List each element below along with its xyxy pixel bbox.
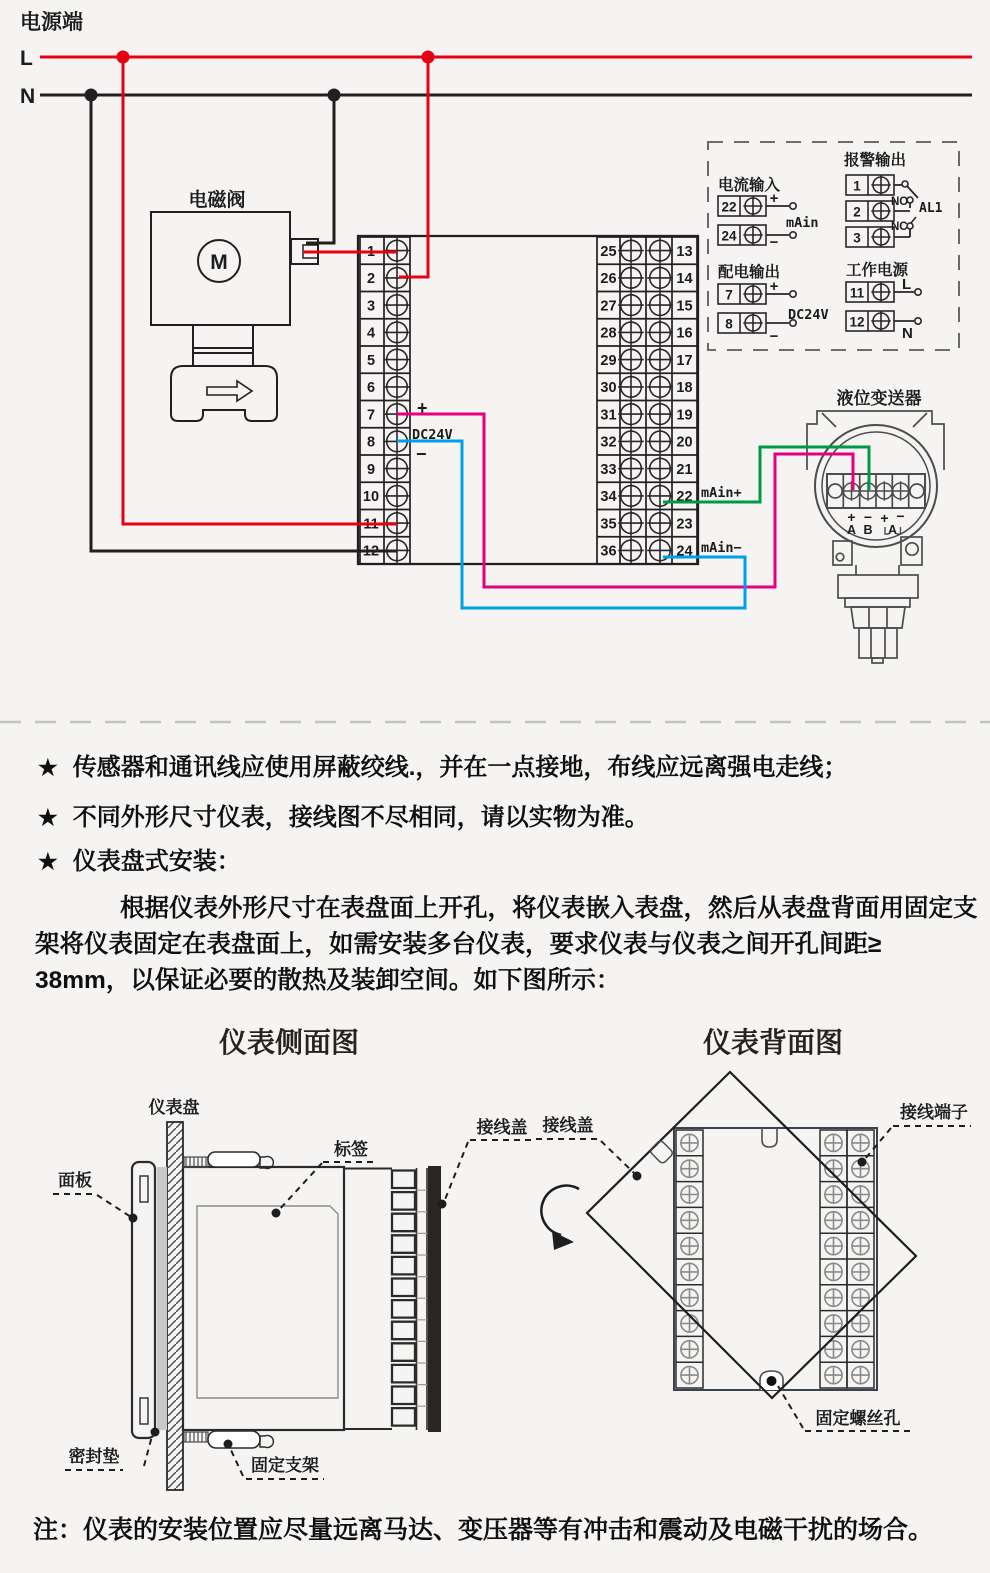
- svg-text:10: 10: [362, 489, 380, 505]
- svg-text:31: 31: [600, 407, 617, 424]
- svg-text:A: A: [887, 523, 898, 537]
- star-icon: ★: [38, 849, 58, 874]
- terminals-label: 接线端子: [900, 1103, 968, 1122]
- section-title: 工作电源: [846, 262, 909, 279]
- svg-text:15: 15: [676, 298, 693, 315]
- note-text: 仪表盘式安装：: [72, 848, 241, 875]
- n-label: N: [902, 325, 913, 342]
- terminal-number: 3: [853, 230, 861, 246]
- terminal-number: 2: [853, 204, 861, 220]
- power-title: 电源端: [20, 11, 83, 34]
- cover-clip: [649, 1140, 674, 1165]
- valve-neck: [193, 326, 253, 366]
- switch-arm: [907, 186, 918, 198]
- dc24v-signal-label: DC24V: [788, 307, 829, 323]
- dc-plus-label: +: [417, 398, 428, 418]
- terminal-number: 7: [725, 287, 733, 303]
- svg-text:3: 3: [366, 298, 376, 315]
- svg-text:21: 21: [676, 462, 693, 478]
- section-title: 配电输出: [718, 264, 781, 281]
- note-bullet-1: [38, 753, 847, 783]
- power-output-section: [718, 262, 829, 345]
- svg-text:36: 36: [600, 543, 617, 560]
- back-terminal-grid: [676, 1130, 874, 1388]
- main-plus-label: mAin+: [701, 485, 742, 501]
- svg-text:6: 6: [366, 380, 376, 396]
- svg-text:9: 9: [366, 462, 376, 478]
- cover-label-side: 接线盖: [476, 1118, 528, 1137]
- back-view-title: 仪表背面图: [702, 1028, 844, 1059]
- note-text: 传感器和通讯线应使用屏蔽绞线.，并在一点接地，布线应远离强电走线；: [72, 754, 848, 781]
- line-l-label: L: [20, 47, 33, 70]
- svg-text:18: 18: [676, 380, 693, 396]
- terminal-number: 24: [721, 228, 737, 244]
- svg-text:−: −: [896, 508, 905, 524]
- star-icon: ★: [38, 755, 58, 780]
- wire-dc24v-minus-to-main-minus: [397, 441, 745, 608]
- tag-label: 标签: [334, 1140, 368, 1159]
- terminal-number: 11: [849, 285, 865, 301]
- svg-text:12: 12: [362, 543, 380, 560]
- svg-text:30: 30: [600, 380, 617, 396]
- solenoid-valve-label: 电磁阀: [188, 190, 246, 211]
- l-label: L: [902, 276, 912, 293]
- rotate-arrowhead-icon: [552, 1231, 574, 1250]
- motor-label: M: [210, 251, 228, 274]
- housing-clip-top: [762, 1128, 777, 1147]
- alarm-output-section: [844, 150, 943, 247]
- rear-terminals: [344, 1166, 441, 1432]
- wire-l-to-terminal11: [123, 57, 397, 524]
- svg-text:17: 17: [676, 353, 693, 369]
- svg-text:26: 26: [600, 271, 617, 287]
- bottom-note: 注：仪表的安装位置应尽量远离马达、变压器等有冲击和震动及电磁干扰的场合。: [33, 1516, 934, 1544]
- transmitter-title: 液位变送器: [836, 389, 922, 408]
- work-power-section: [846, 260, 921, 342]
- svg-text:B: B: [863, 523, 873, 537]
- current-input-section: [718, 175, 819, 251]
- minus-label: −: [769, 328, 779, 345]
- gasket-label: 密封垫: [68, 1447, 120, 1466]
- seal-gasket: [157, 1167, 167, 1430]
- level-transmitter: [807, 388, 944, 663]
- svg-text:A: A: [846, 523, 857, 537]
- svg-text:27: 27: [600, 298, 617, 315]
- wiring-diagram: [0, 0, 990, 730]
- svg-text:8: 8: [366, 434, 376, 451]
- flow-arrow-icon: [207, 381, 252, 401]
- instrument-side-view: [53, 1027, 534, 1490]
- wire-n-to-valve: [306, 95, 334, 243]
- note-bullet-3: [38, 847, 241, 877]
- main-minus-label: mAin−: [701, 540, 742, 556]
- mounting-panel: [167, 1122, 183, 1490]
- svg-text:13: 13: [676, 244, 693, 260]
- svg-text:19: 19: [676, 407, 693, 424]
- panel-label: 仪表盘: [148, 1098, 200, 1117]
- valve-body: [171, 366, 277, 421]
- svg-text:25: 25: [600, 244, 617, 260]
- wire-n-to-terminal12: [91, 95, 397, 551]
- power-rails: [20, 10, 972, 108]
- svg-text:20: 20: [676, 434, 693, 451]
- section-title: 报警输出: [844, 152, 907, 169]
- svg-text:11: 11: [363, 516, 379, 533]
- cover-label-back: 接线盖: [542, 1116, 594, 1135]
- solenoid-valve: [151, 188, 318, 421]
- main-terminal-block: [358, 236, 742, 564]
- install-paragraph-line1: 根据仪表外形尺寸在表盘面上开孔，将仪表嵌入表盘，然后从表盘背面用固定支: [120, 895, 978, 922]
- svg-text:28: 28: [600, 325, 617, 342]
- instrument-back-view: [536, 1027, 971, 1431]
- svg-text:+: +: [847, 509, 856, 525]
- io-breakout-box: [708, 142, 959, 350]
- bracket-label: 固定支架: [251, 1456, 319, 1475]
- note-bullet-2: [38, 803, 649, 833]
- bracket-screw-top: [184, 1152, 273, 1169]
- minus-label: −: [769, 234, 779, 251]
- svg-text:5: 5: [366, 353, 376, 369]
- terminal-number: 22: [721, 199, 737, 215]
- svg-text:22: 22: [676, 489, 693, 505]
- terminal-number: 8: [725, 316, 733, 332]
- svg-text:−: −: [863, 509, 873, 525]
- nc-label: NC: [891, 221, 908, 233]
- svg-text:29: 29: [600, 353, 617, 369]
- dc-minus-label: −: [416, 444, 427, 464]
- svg-text:33: 33: [600, 462, 617, 478]
- dc24v-label: DC24V: [412, 427, 453, 443]
- svg-text:23: 23: [676, 516, 693, 533]
- back-view-leaders: [536, 1126, 971, 1431]
- svg-text:1: 1: [366, 244, 376, 260]
- installation-diagrams: [0, 1000, 990, 1500]
- wire-l-to-terminal2: [399, 57, 428, 277]
- svg-text:24: 24: [676, 543, 693, 560]
- plus-label: +: [769, 278, 779, 295]
- svg-text:34: 34: [600, 489, 617, 505]
- terminal-number: 12: [849, 314, 865, 330]
- svg-text:14: 14: [676, 271, 693, 287]
- line-n-label: N: [20, 85, 36, 108]
- front-panel-label: 面板: [58, 1171, 92, 1190]
- screw-hole-label: 固定螺丝孔: [815, 1409, 901, 1428]
- plus-label: +: [769, 190, 779, 207]
- section-title: 电流输入: [718, 177, 781, 194]
- side-view-title: 仪表侧面图: [218, 1028, 360, 1059]
- terminal-number: 1: [853, 178, 861, 194]
- alarm-name-label: AL1: [919, 201, 943, 216]
- screw-hole-dot: [767, 1376, 777, 1386]
- main-signal-label: mAin: [786, 215, 819, 231]
- svg-text:4: 4: [366, 325, 376, 342]
- rotate-arrow-icon: [541, 1186, 579, 1235]
- install-paragraph-line3: 38mm，以保证必要的散热及装卸空间。如下图所示：: [35, 967, 621, 994]
- front-bezel: [132, 1162, 155, 1438]
- note-text: 不同外形尺寸仪表，接线图不尽相同，请以实物为准。: [72, 804, 649, 831]
- svg-text:2: 2: [366, 271, 376, 287]
- svg-text:32: 32: [600, 434, 617, 451]
- svg-text:16: 16: [676, 325, 693, 342]
- wire-dc24v-plus-to-transmitter: [397, 414, 856, 587]
- install-paragraph-line2: 架将仪表固定在表盘面上，如需安装多台仪表，要求仪表与仪表之间开孔间距≥: [35, 931, 882, 958]
- svg-text:35: 35: [600, 516, 617, 533]
- no-label: NO: [891, 196, 909, 208]
- star-icon: ★: [38, 805, 58, 830]
- svg-text:7: 7: [366, 407, 376, 424]
- svg-text:+: +: [880, 510, 889, 526]
